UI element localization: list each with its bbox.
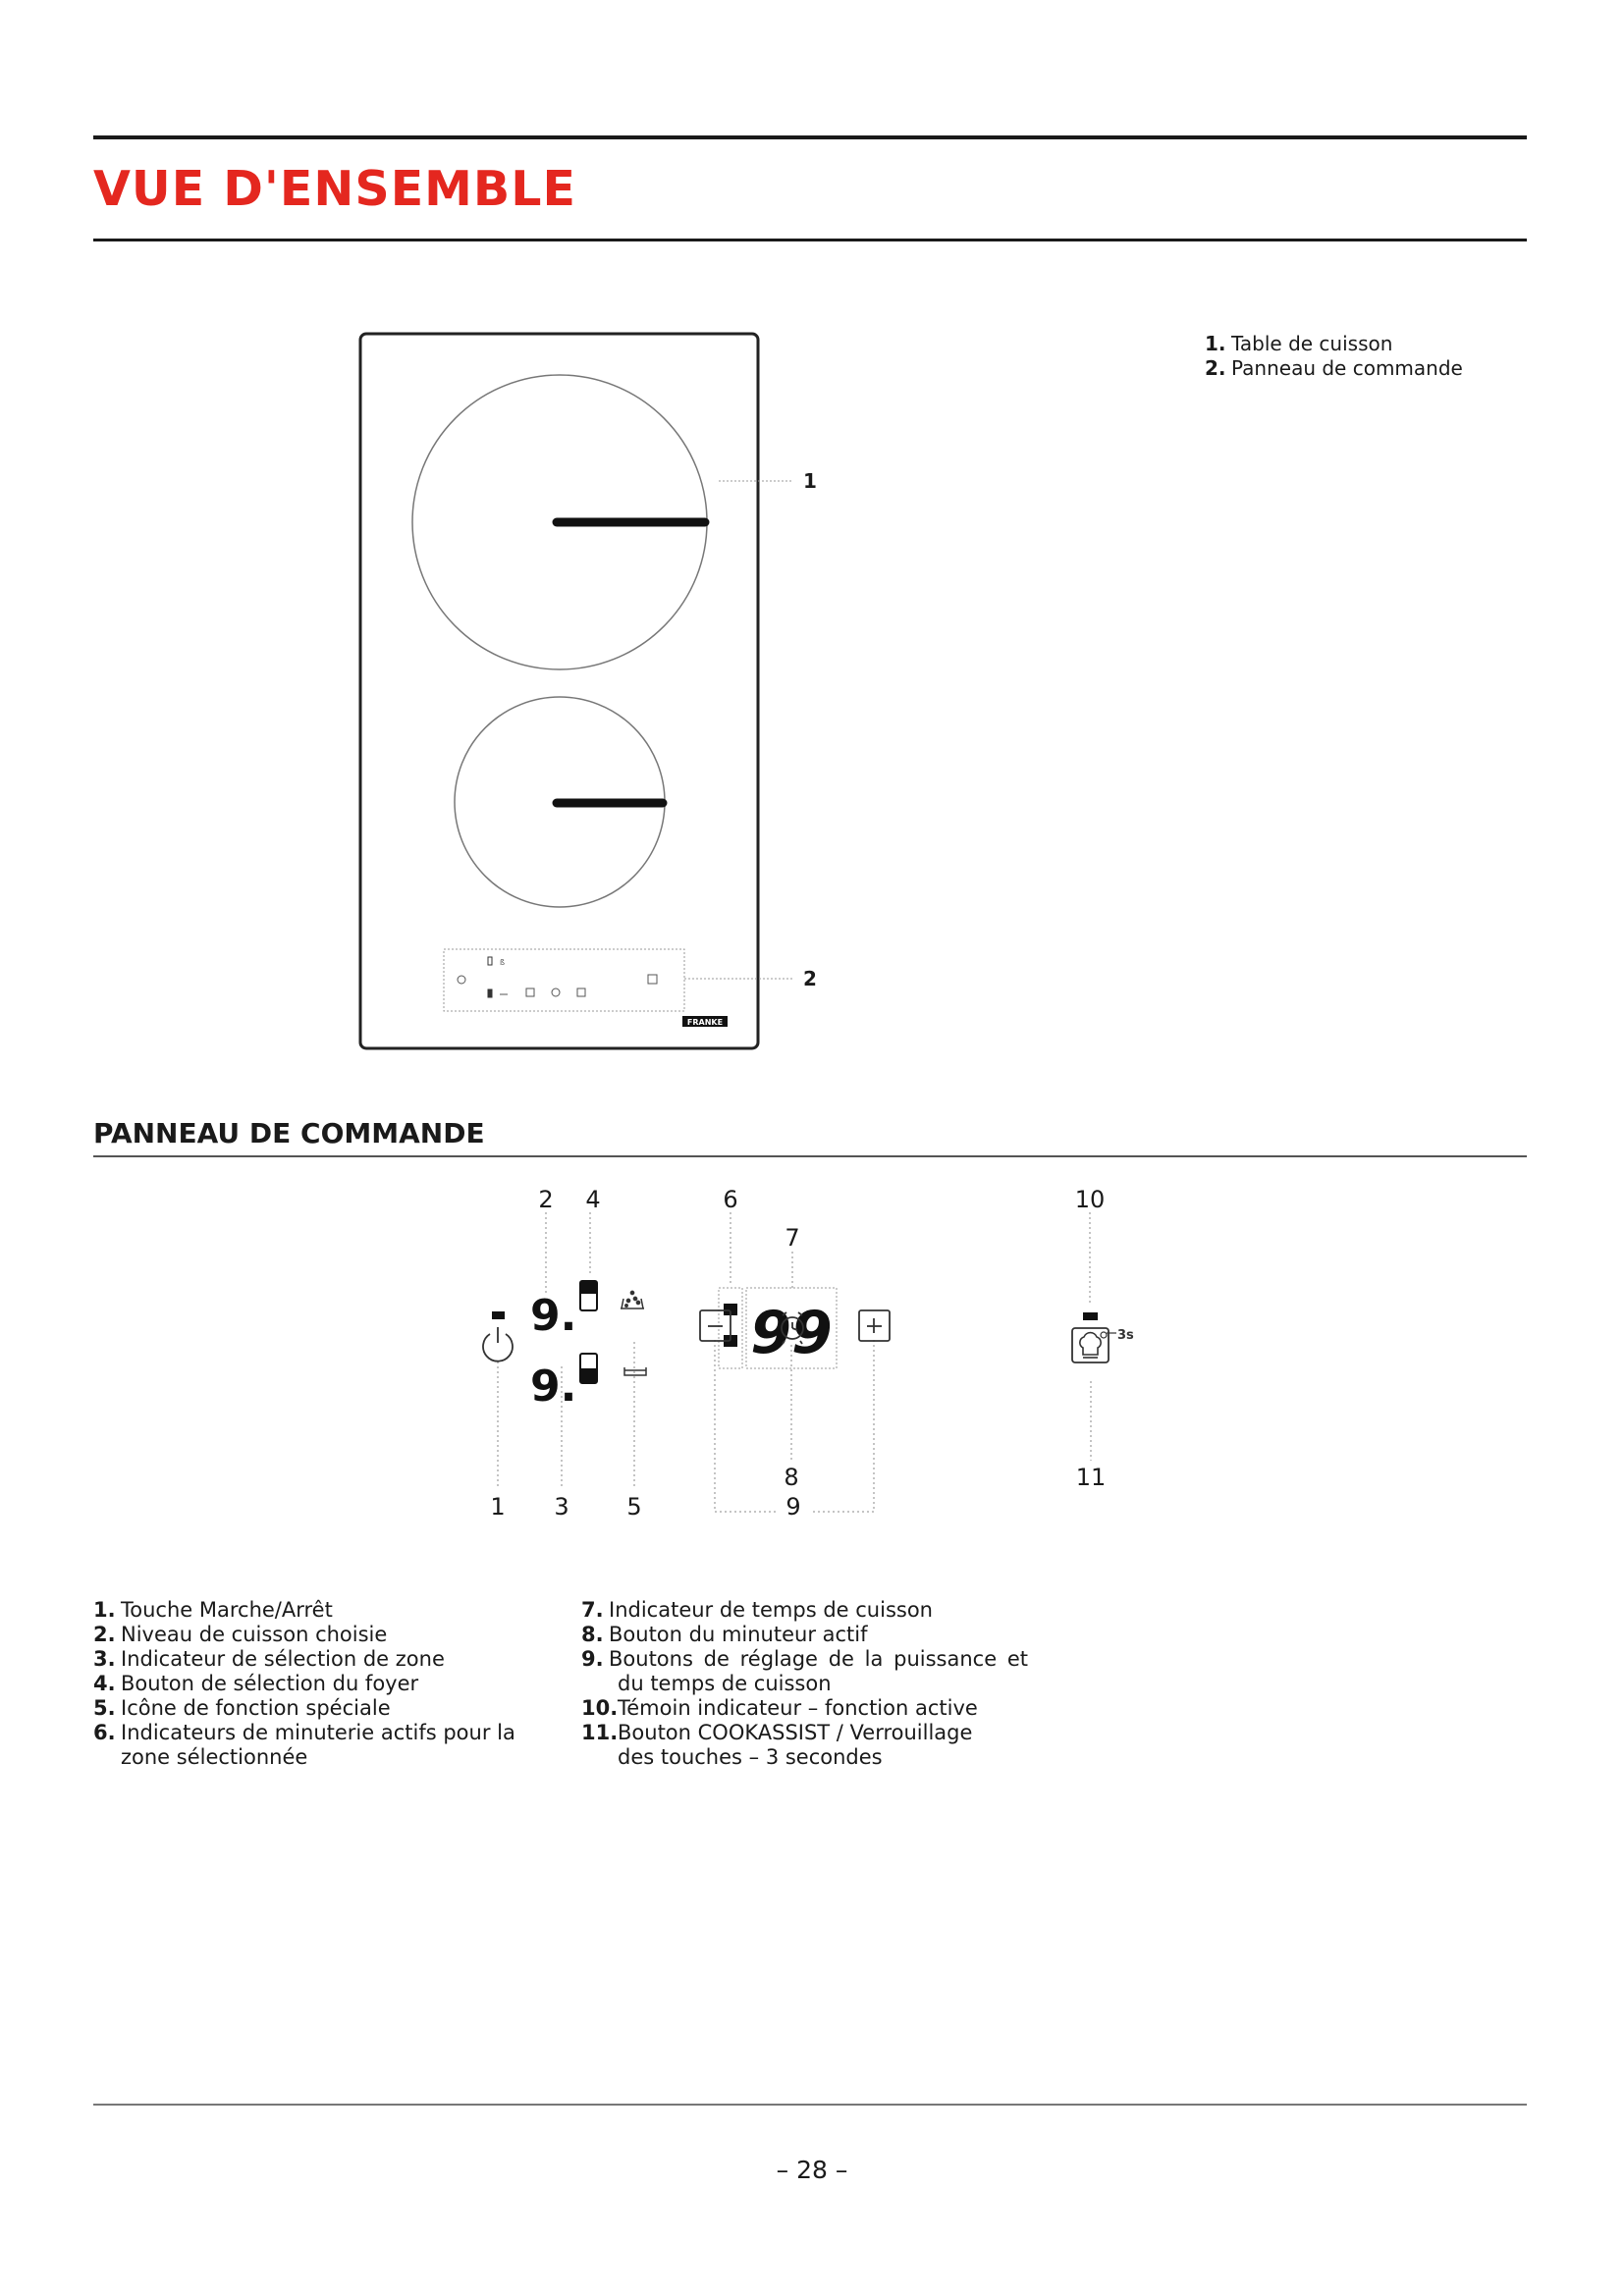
- zone-level-top: 9.: [530, 1291, 577, 1341]
- cooking-time-value: 99: [750, 1299, 833, 1367]
- footer-rule: [93, 2104, 1527, 2106]
- power-indicator: [492, 1311, 505, 1319]
- callout-2: 2: [538, 1186, 554, 1213]
- list-item: 3. Indicateur de sélection de zone: [93, 1647, 445, 1671]
- mini-cookassist-button: [648, 975, 657, 984]
- section-heading: PANNEAU DE COMMANDE: [93, 1117, 485, 1149]
- section-rule: [93, 1155, 1527, 1157]
- mini-power-icon: [458, 976, 465, 984]
- callout-3: 3: [554, 1493, 569, 1521]
- top-rule: [93, 135, 1527, 139]
- list-item: 2. Niveau de cuisson choisie: [93, 1623, 388, 1646]
- callout-7: 7: [785, 1224, 800, 1252]
- list-item: 2. Panneau de commande: [1205, 356, 1463, 380]
- list-item: 9. Boutons de réglage de la puissance et du temps de cuisson: [581, 1647, 1028, 1695]
- list-item: 10. Témoin indicateur – fonction active: [581, 1696, 978, 1720]
- callout-8: 8: [784, 1464, 799, 1491]
- plus-button[interactable]: [859, 1310, 890, 1341]
- mini-zone-top: [488, 957, 492, 965]
- mini-special-icon: ß: [500, 958, 506, 967]
- overview-legend: [1205, 332, 1578, 381]
- zone-level-bottom: 9.: [530, 1362, 577, 1412]
- mini-zone-bottom: [488, 989, 492, 997]
- callout-1: 1: [803, 469, 817, 493]
- page-title: VUE D'ENSEMBLE: [93, 161, 576, 217]
- list-item: 7. Indicateur de temps de cuisson: [581, 1598, 933, 1622]
- lock-duration-label: 3s: [1117, 1328, 1134, 1343]
- cooktop-overview-diagram: [353, 329, 825, 1055]
- mini-timer-button: [552, 988, 560, 996]
- callout-9: 9: [785, 1493, 801, 1521]
- callout-6: 6: [723, 1186, 738, 1213]
- cookassist-button[interactable]: [1072, 1328, 1109, 1362]
- list-item: 11. Bouton COOKASSIST / Verrouillage des touches – 3 secondes: [581, 1721, 973, 1769]
- callout-10: 10: [1074, 1186, 1106, 1213]
- zone-select-top-button[interactable]: [580, 1281, 597, 1310]
- page-number: – 28 –: [776, 2156, 848, 2184]
- list-item: 8. Bouton du minuteur actif: [581, 1623, 868, 1646]
- active-function-indicator: [1083, 1312, 1098, 1320]
- callout-1: 1: [490, 1493, 506, 1521]
- mini-minus-button: [526, 988, 534, 996]
- callout-5: 5: [626, 1493, 642, 1521]
- list-item: 4. Bouton de sélection du foyer: [93, 1672, 419, 1695]
- callout-4: 4: [585, 1186, 601, 1213]
- keep-warm-icon: [624, 1367, 646, 1375]
- power-icon[interactable]: [483, 1327, 513, 1362]
- zone-select-bottom-indicator: [580, 1354, 597, 1383]
- list-item: 5. Icône de fonction spéciale: [93, 1696, 391, 1720]
- control-panel-legend-right: [581, 1598, 1028, 1770]
- list-item: 1. Table de cuisson: [1205, 332, 1393, 355]
- list-item: 1. Touche Marche/Arrêt: [93, 1598, 333, 1622]
- brand-logo: FRANKE: [686, 1018, 724, 1027]
- chef-hat-icon: [1080, 1333, 1101, 1355]
- control-panel-legend-left: [93, 1598, 555, 1770]
- cooktop-outline: [360, 334, 758, 1048]
- title-underline: [93, 239, 1527, 241]
- callout-2: 2: [803, 967, 817, 990]
- control-panel-diagram: [461, 1183, 1168, 1536]
- mini-plus-button: [577, 988, 585, 996]
- special-function-icon: [621, 1291, 644, 1308]
- callout-11: 11: [1075, 1464, 1107, 1491]
- list-item: 6. Indicateurs de minuterie actifs pour la zone sélectionnée: [93, 1721, 515, 1769]
